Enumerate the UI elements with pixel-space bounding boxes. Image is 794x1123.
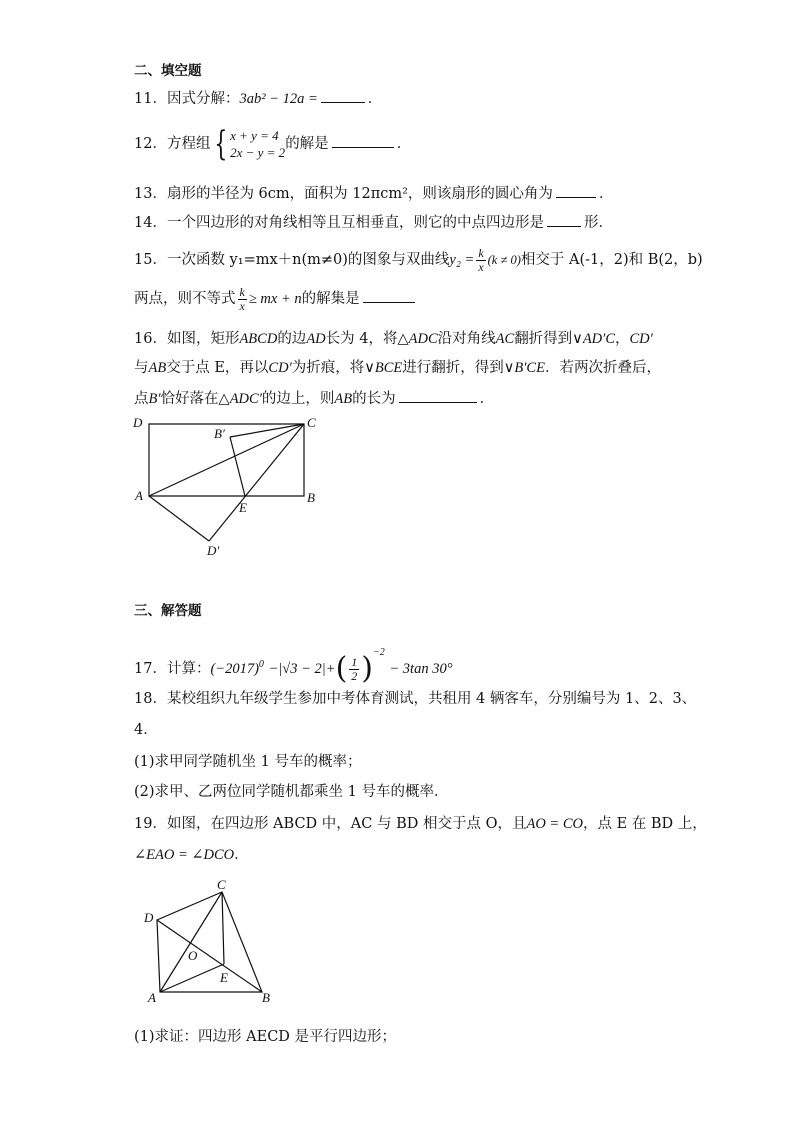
q15-condition: (k ≠ 0) <box>487 253 521 267</box>
q14-text: 14．一个四边形的对角线相等且互相垂直，则它的中点四边形是 <box>134 215 544 231</box>
segment-cd-prime <box>209 424 304 541</box>
q16-math: ADC′ <box>229 391 262 407</box>
diagonal-ac <box>149 424 304 496</box>
question-12 <box>134 124 411 164</box>
question-17 <box>134 636 453 686</box>
q11-expr: 3ab² − 12a = <box>239 91 318 107</box>
q19-math-angle: ∠EAO = ∠DCO <box>134 847 235 863</box>
right-paren-icon: ) <box>361 651 374 686</box>
question-13 <box>134 183 613 204</box>
q11-prefix: 11．因式分解： <box>134 91 240 107</box>
q12-equation-system <box>210 124 286 164</box>
label-e: E <box>239 500 247 515</box>
question-16-line-1 <box>134 329 653 349</box>
q15-line1a: 15．一次函数 y₁=mx＋n(m≠0)的图象与双曲线 <box>134 252 450 268</box>
q11-suffix: ． <box>367 91 383 107</box>
segment-ec <box>222 892 224 964</box>
segment-cb-prime <box>230 424 304 437</box>
q14-suffix: 形． <box>583 215 613 231</box>
label-c: C <box>307 415 316 430</box>
q16-math: AD′C <box>582 331 615 347</box>
q17-exponent: −2 <box>373 647 385 658</box>
q17-abs-term: |√3 − 2| <box>278 661 326 677</box>
label-b: B <box>262 990 270 1005</box>
question-15-line-2 <box>134 283 418 315</box>
q16-math: CD′ <box>629 331 653 347</box>
q12-suffix: ． <box>396 136 412 152</box>
q15-fraction-k-over-x: $\frac{k}{x}$ <box>478 245 484 274</box>
q11-answer-blank <box>321 88 365 103</box>
left-paren-icon: ( <box>335 651 348 686</box>
label-a: A <box>148 990 156 1005</box>
left-brace-icon: { <box>214 124 228 164</box>
question-15-line-1 <box>134 244 703 276</box>
label-o: O <box>188 948 198 963</box>
question-19-line-2 <box>134 845 249 865</box>
question-19-sub-1: (1)求证：四边形 AECD 是平行四边形； <box>134 1029 397 1045</box>
question-16-line-2 <box>134 358 661 378</box>
q16-math: AC <box>495 331 515 347</box>
label-b-prime: B′ <box>214 426 225 441</box>
question-18-line-2: 4． <box>134 722 158 738</box>
segment-ae <box>160 964 224 992</box>
q12-eq1: x + y = 4 <box>230 128 279 143</box>
q16-answer-blank <box>399 388 477 403</box>
q17-term1-exponent: 0 <box>258 659 264 671</box>
q15-inequality: ≥ mx + n <box>248 291 302 307</box>
label-e: E <box>220 970 228 985</box>
section-title-answer: 三、解答题 <box>134 603 202 619</box>
q14-answer-blank <box>547 212 581 227</box>
label-d: D <box>133 415 143 430</box>
q16-math: ABCD <box>239 331 278 347</box>
label-a: A <box>135 488 143 503</box>
q15-answer-blank <box>363 288 415 303</box>
q16-math: AD <box>306 331 326 347</box>
diagonal-ac <box>160 892 222 992</box>
q17-tan-term: − 3tan 30° <box>389 661 453 677</box>
section-title-fill: 二、填空题 <box>134 63 202 79</box>
q16-suffix: ． <box>479 391 495 407</box>
q16-math: AB <box>148 360 167 376</box>
q15-line1b: 相交于 A(-1，2)和 B(2，b) <box>520 252 703 268</box>
q16-text: 翻折得到∨ <box>514 331 583 347</box>
question-19-line-1 <box>134 814 707 834</box>
label-d-prime: D′ <box>207 543 220 558</box>
segment-b-prime-e <box>230 437 245 496</box>
q16-math: BCE <box>374 360 403 376</box>
quadrilateral-abcd <box>157 892 262 992</box>
question-18-sub-2: (2)求甲、乙两位同学随机都乘坐 1 号车的概率． <box>134 784 449 800</box>
question-18-sub-1: (1)求甲同学随机坐 1 号车的概率； <box>134 754 362 770</box>
q16-math: AB <box>334 391 353 407</box>
q16-text: 为折痕，将∨ <box>291 360 375 376</box>
q19-text: ． <box>234 847 249 863</box>
q16-text: 16．如图，矩形 <box>134 331 240 347</box>
segment-ad-prime <box>149 496 209 541</box>
q16-text: 恰好落在△ <box>160 391 230 407</box>
question-18-line-1: 18．某校组织九年级学生参加中考体育测试，共租用 4 辆客车，分别编号为 1、2、3、 <box>134 691 697 707</box>
q12-eq2: 2x − y = 2 <box>230 145 286 160</box>
q17-fraction-half: $\frac{1}{2}$ <box>351 654 358 683</box>
q17-plus: + <box>325 661 336 677</box>
question-14 <box>134 212 613 233</box>
q17-minus: − <box>268 661 279 677</box>
q15-y2: y₂ = <box>449 252 475 268</box>
q19-text: ，点 E 在 BD 上， <box>582 816 707 832</box>
q15-line2b: 的解集是 <box>301 291 360 307</box>
q15-fraction-k-over-x-2: $\frac{k}{x}$ <box>239 284 245 313</box>
q13-suffix: ． <box>598 186 614 202</box>
q16-math: B′ <box>148 391 161 407</box>
q12-prefix: 12．方程组 <box>134 136 211 152</box>
q17-prefix: 17．计算： <box>134 661 211 677</box>
figure-19-quadrilateral <box>138 878 288 1006</box>
question-11 <box>134 88 382 109</box>
q17-term1: (−2017) <box>210 661 259 677</box>
q16-text: 长为 4，将△ <box>325 331 409 347</box>
label-d: D <box>144 910 154 925</box>
label-c: C <box>217 878 226 892</box>
q19-math-ao-co: AO = CO <box>526 816 583 832</box>
q13-answer-blank <box>556 183 596 198</box>
q19-text: 19．如图，在四边形 ABCD 中，AC 与 BD 相交于点 O，且 <box>134 816 527 832</box>
q12-answer-blank <box>332 133 394 148</box>
q16-math: B′CE <box>514 360 545 376</box>
q16-text: ．若两次折叠后， <box>544 360 661 376</box>
q16-text: 交于点 E，再以 <box>166 360 269 376</box>
q16-text: ， <box>614 331 630 347</box>
q16-text: 点 <box>134 391 149 407</box>
q12-mid: 的解是 <box>285 136 329 152</box>
q15-line2a: 两点，则不等式 <box>134 291 236 307</box>
label-b: B <box>307 490 315 505</box>
q16-text: 的长为 <box>352 391 396 407</box>
q16-math: CD′ <box>268 360 292 376</box>
q16-text: 的边 <box>277 331 307 347</box>
q16-text: 的边上，则 <box>261 391 335 407</box>
q16-text: 沿对角线 <box>437 331 496 347</box>
diagonal-bd <box>157 920 262 992</box>
q16-text: 与 <box>134 360 149 376</box>
question-16-line-3 <box>134 388 494 409</box>
q16-text: 进行翻折，得到∨ <box>402 360 515 376</box>
figure-16-rectangle-fold <box>125 410 325 562</box>
q13-text: 13．扇形的半径为 6cm，面积为 12πcm²，则该扇形的圆心角为 <box>134 186 553 202</box>
q16-math: ADC <box>408 331 438 347</box>
